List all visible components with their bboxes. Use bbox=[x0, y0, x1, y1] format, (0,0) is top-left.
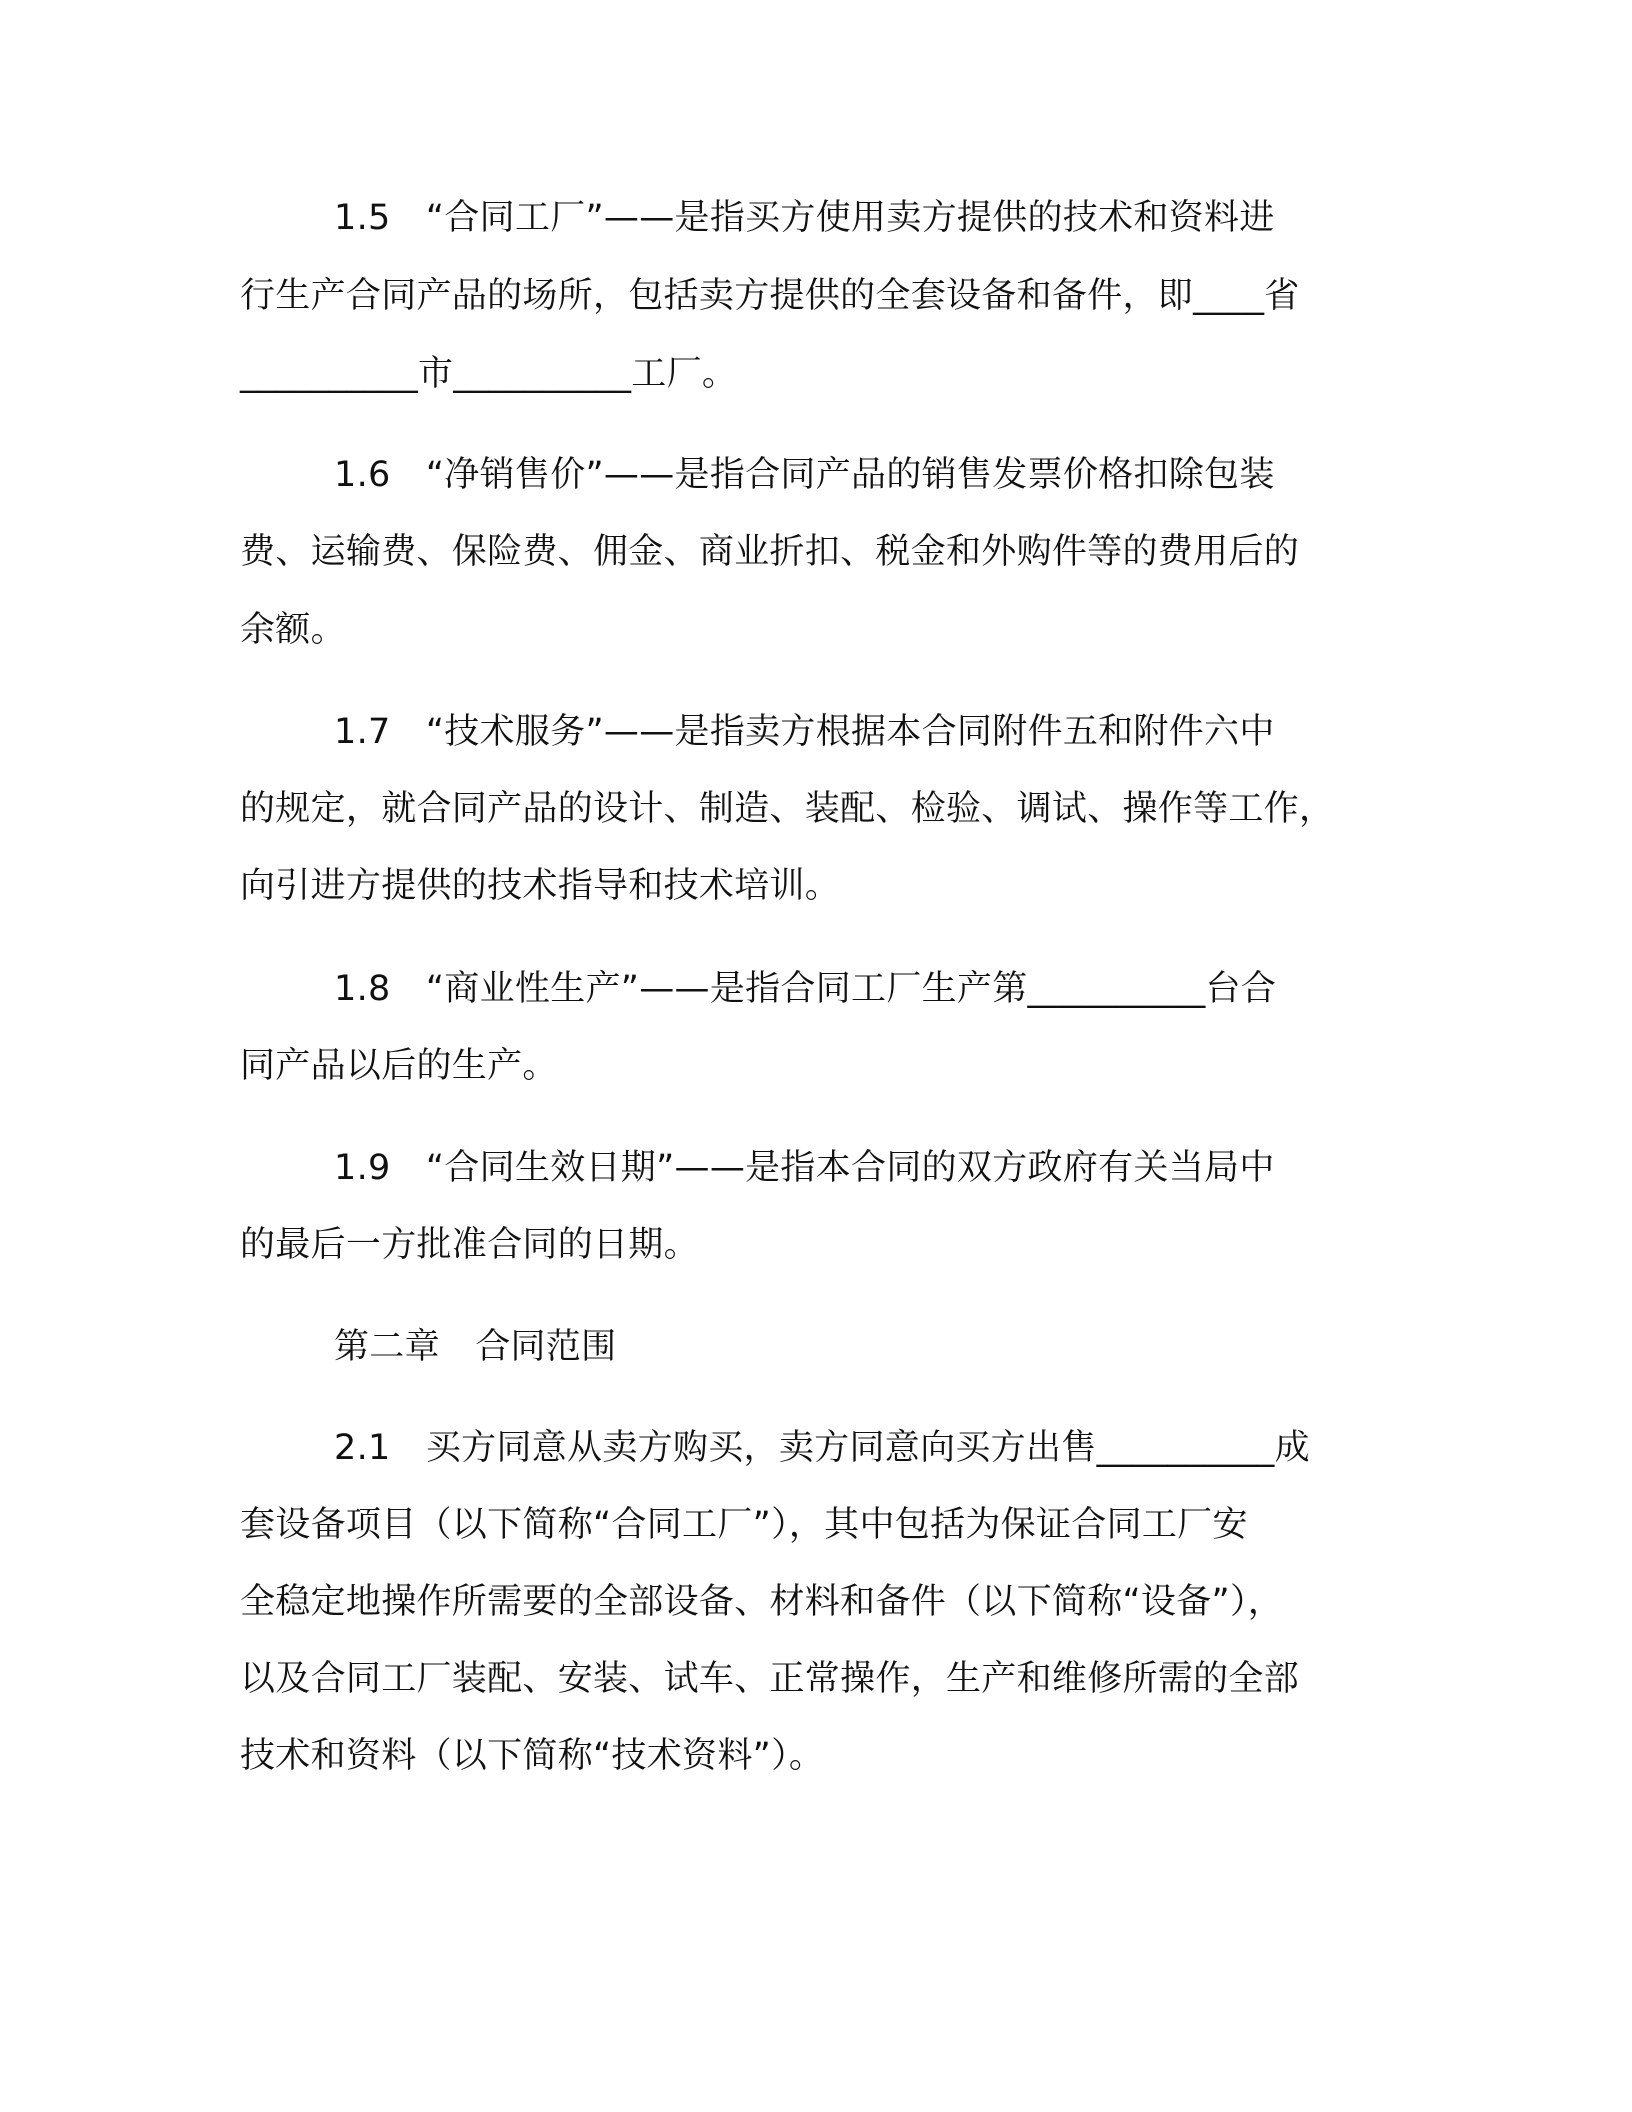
clause-1-9-line-1: 1.9 “合同生效日期”——是指本合同的双方政府有关当局中 bbox=[334, 1148, 1275, 1188]
clause-1-8-line-2: 同产品以后的生产。 bbox=[240, 1046, 558, 1086]
clause-2-1-line-5: 技术和资料（以下简称“技术资料”）。 bbox=[240, 1736, 825, 1776]
clause-1-7-line-3: 向引进方提供的技术指导和技术培训。 bbox=[240, 866, 841, 906]
clause-1-5-line-3: __________市__________工厂。 bbox=[240, 354, 738, 394]
clause-1-6-line-3: 余额。 bbox=[240, 610, 346, 650]
clause-1-9-line-2: 的最后一方批准合同的日期。 bbox=[240, 1225, 699, 1265]
clause-1-6-line-1: 1.6 “净销售价”——是指合同产品的销售发票价格扣除包装 bbox=[334, 455, 1275, 495]
clause-1-7-line-2: 的规定，就合同产品的设计、制造、装配、检验、调试、操作等工作， bbox=[240, 789, 1335, 829]
clause-2-1-line-1: 2.1 买方同意从卖方购买，卖方同意向买方出售__________成 bbox=[334, 1428, 1310, 1468]
clause-1-6-line-2: 费、运输费、保险费、佣金、商业折扣、税金和外购件等的费用后的 bbox=[240, 532, 1300, 572]
clause-2-1-line-2: 套设备项目（以下简称“合同工厂”），其中包括为保证合同工厂安 bbox=[240, 1505, 1248, 1545]
clause-2-1-line-4: 以及合同工厂装配、安装、试车、正常操作，生产和维修所需的全部 bbox=[240, 1659, 1300, 1699]
clause-1-5-line-1: 1.5 “合同工厂”——是指买方使用卖方提供的技术和资料进 bbox=[334, 198, 1275, 238]
chapter-2-heading: 第二章 合同范围 bbox=[334, 1327, 617, 1367]
clause-1-7-line-1: 1.7 “技术服务”——是指卖方根据本合同附件五和附件六中 bbox=[334, 712, 1275, 752]
clause-2-1-line-3: 全稳定地操作所需要的全部设备、材料和备件（以下简称“设备”）， bbox=[240, 1582, 1284, 1622]
clause-1-8-line-1: 1.8 “商业性生产”——是指合同工厂生产第__________台合 bbox=[334, 969, 1277, 1009]
clause-1-5-line-2: 行生产合同产品的场所，包括卖方提供的全套设备和备件，即____省 bbox=[240, 276, 1300, 316]
